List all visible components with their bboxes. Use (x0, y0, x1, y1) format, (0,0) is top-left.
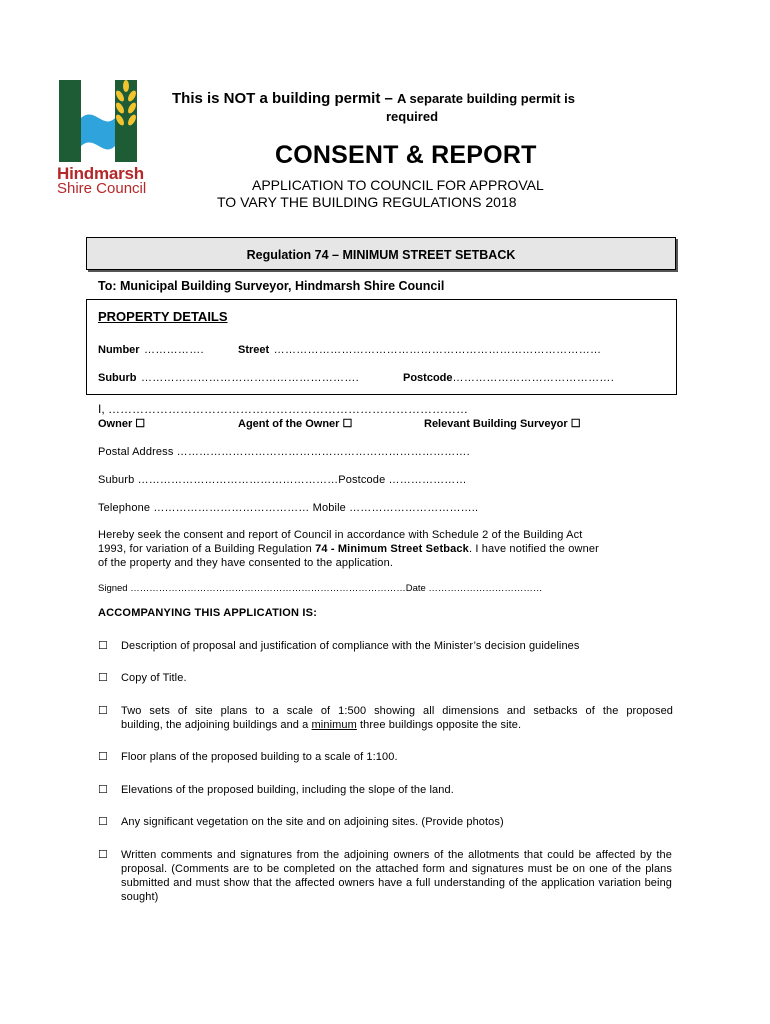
signature-date-field[interactable]: Signed ……………………………………………………………………………Date ……………………………… (98, 583, 543, 594)
page-title: CONSENT & REPORT (275, 141, 537, 169)
item-elevations: Elevations of the proposed building, including the slope of the land. (121, 784, 454, 796)
checkbox-description[interactable]: ☐ (98, 640, 108, 652)
applicant-suburb-field[interactable]: Suburb ………………………………………………Postcode ………………… (98, 474, 467, 486)
item-site-plans-line1: Two sets of site plans to a scale of 1:500 showing all dimensions and setbacks of the proposed (121, 705, 673, 717)
number-label: Number (98, 344, 140, 356)
declaration-line1: Hereby seek the consent and report of Council in accordance with Schedule 2 of the Building Act (98, 529, 583, 541)
item-floor-plans: Floor plans of the proposed building to a scale of 1:100. (121, 751, 398, 763)
agent-checkbox[interactable]: Agent of the Owner ☐ (238, 418, 353, 430)
applicant-name-field[interactable]: I, ……………………………………………………………………………… (98, 402, 469, 416)
surveyor-checkbox[interactable]: Relevant Building Surveyor ☐ (424, 418, 581, 430)
regulation-reference: 74 - Minimum Street Setback (315, 543, 469, 555)
declaration-line2 (98, 542, 672, 556)
declaration-line3: of the property and they have consented to the application. (98, 557, 394, 569)
logo-name: Hindmarsh (57, 164, 144, 183)
declaration-line2-end: . I have notified the owner (468, 543, 599, 555)
street-label: Street (238, 344, 270, 356)
suburb-field[interactable] (98, 368, 359, 386)
addressee-line: To: Municipal Building Surveyor, Hindmarsh Shire Council (98, 279, 445, 293)
checkbox-floor-plans[interactable]: ☐ (98, 751, 108, 763)
permit-notice-bold: This is NOT a building permit – (172, 90, 393, 107)
postal-address-field[interactable]: Postal Address ……………………………………………………………………. (98, 446, 470, 458)
item-written-comments: Written comments and signatures from the adjoining owners of the allotments that could be affected by the proposal. (Comments are to be completed on the attached form and signatures must be on one of the plans submitted and must show that the affected owners have a full understanding of the application variation being sought) (121, 849, 672, 903)
permit-notice-rest: A separate building permit is (397, 91, 575, 106)
street-field[interactable] (238, 340, 601, 358)
permit-notice (172, 90, 575, 107)
postcode-field[interactable] (403, 368, 614, 386)
regulation-title: Regulation 74 – MINIMUM STREET SETBACK (246, 248, 516, 262)
suburb-label: Suburb (98, 372, 137, 384)
checkbox-title[interactable]: ☐ (98, 672, 108, 684)
regulation-banner (86, 237, 676, 270)
item-site-plans-line2-end: three buildings opposite the site. (356, 719, 522, 731)
property-details-title: PROPERTY DETAILS (98, 309, 228, 324)
item-site-plans-line2 (121, 718, 673, 732)
declaration-text (98, 528, 672, 570)
declaration-line2-start: 1993, for variation of a Building Regulation (98, 543, 316, 555)
item-description: Description of proposal and justification of compliance with the Minister’s decision guidelines (121, 640, 580, 652)
owner-checkbox[interactable]: Owner ☐ (98, 418, 146, 430)
item-title-copy: Copy of Title. (121, 672, 187, 684)
postcode-label: Postcode (403, 372, 453, 384)
permit-notice-line2: required (386, 109, 439, 124)
logo-subtitle: Shire Council (57, 180, 147, 197)
number-dots: ……………. (144, 344, 204, 356)
item-site-plans-line2-start: building, the adjoining buildings and a (121, 719, 312, 731)
telephone-field[interactable]: Telephone …………………………………… Mobile …………………………….. (98, 502, 479, 514)
checkbox-site-plans[interactable]: ☐ (98, 705, 108, 717)
number-field[interactable] (98, 340, 204, 358)
subtitle-line2: TO VARY THE BUILDING REGULATIONS 2018 (217, 194, 517, 210)
checkbox-vegetation[interactable]: ☐ (98, 816, 108, 828)
accompanying-heading: ACCOMPANYING THIS APPLICATION IS: (98, 607, 318, 619)
minimum-emphasis: minimum (311, 719, 357, 731)
property-details-section (86, 299, 677, 395)
item-vegetation: Any significant vegetation on the site and on adjoining sites. (Provide photos) (121, 816, 504, 828)
checkbox-written-comments[interactable]: ☐ (98, 849, 108, 861)
checkbox-elevations[interactable]: ☐ (98, 784, 108, 796)
suburb-dots: …………………………………………………. (140, 372, 360, 384)
street-dots: …………………………………………………………………………… (273, 344, 602, 356)
item-site-plans (121, 704, 673, 732)
subtitle-line1: APPLICATION TO COUNCIL FOR APPROVAL (252, 177, 544, 193)
postcode-dots: ……………………………………. (452, 372, 615, 384)
